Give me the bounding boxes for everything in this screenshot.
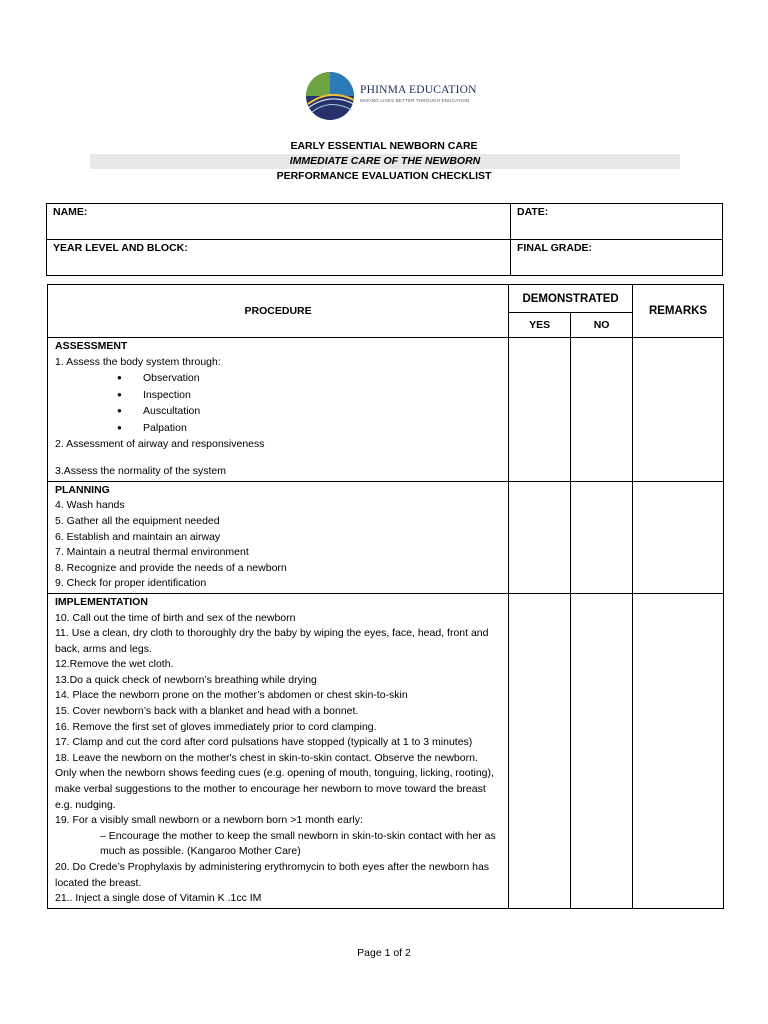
list-item: 4. Wash hands [55,499,125,512]
list-item: 11. Use a clean, dry cloth to thoroughly dry the baby by wiping the eyes, face, head, front and back, arms and legs. [55,627,489,655]
no-cell[interactable] [571,338,633,482]
list-item: 2. Assessment of airway and responsiveness [55,437,265,450]
checklist-table [47,284,724,909]
logo-globe-icon [304,70,356,122]
list-item: 19. For a visibly small newborn or a newborn born >1 month early: [55,814,363,827]
document-subtitle: IMMEDIATE CARE OF THE NEWBORN [90,154,680,169]
list-item: ● Observation [55,370,502,387]
remarks-cell[interactable] [633,338,724,482]
yes-cell[interactable] [509,593,571,908]
list-item: 14. Place the newborn prone on the mother’s abdomen or chest skin-to-skin [55,689,408,702]
remarks-cell[interactable] [633,593,724,908]
demonstrated-header: DEMONSTRATED [509,285,633,313]
name-field[interactable]: NAME: [47,204,511,240]
document-title: EARLY ESSENTIAL NEWBORN CARE [290,140,478,152]
assessment-row [48,338,724,482]
list-item: 16. Remove the first set of gloves immediately prior to cord clamping. [55,720,377,733]
page-number: Page 1 of 2 [357,947,411,959]
list-item: 8. Recognize and provide the needs of a newborn [55,561,287,574]
list-subitem: – Encourage the mother to keep the small newborn in skin-to-skin contact with her as much as possible. (Kangaroo Mother Care) [100,829,496,858]
logo-tagline: MAKING LIVES BETTER THROUGH EDUCATION [360,98,470,103]
list-item: 6. Establish and maintain an airway [55,530,221,543]
list-item: 9. Check for proper identification [55,577,207,590]
section-title: IMPLEMENTATION [55,595,148,608]
list-item: ● Auscultation [55,403,502,420]
list-item: 17. Clamp and cut the cord after cord pulsations have stopped (typically at 1 to 3 minutes) [55,736,473,749]
implementation-row [48,593,724,908]
remarks-header: REMARKS [633,285,724,338]
list-item: 15. Cover newborn’s back with a blanket and head with a bonnet. [55,705,359,718]
no-cell[interactable] [571,481,633,593]
list-item: 10. Call out the time of birth and sex of the newborn [55,611,296,624]
list-item: 21.. Inject a single dose of Vitamin K .1cc IM [55,892,262,905]
yes-header: YES [509,313,571,338]
logo-name: PHINMA EDUCATION [360,84,477,96]
implementation-section [48,593,509,908]
no-header: NO [571,313,633,338]
list-item: 13.Do a quick check of newborn’s breathing while drying [55,673,317,686]
date-field[interactable]: DATE: [511,204,723,240]
no-cell[interactable] [571,593,633,908]
document-type: PERFORMANCE EVALUATION CHECKLIST [276,170,492,182]
list-item: 18. Leave the newborn on the mother's chest in skin-to-skin contact. Observe the newborn. Only when the newborn shows feeding cues (e.g. opening of mouth, tonguing, licking, rooting), make verbal suggestions to the mother to encourage her newborn to move toward the breast e.g. nudging. [55,751,494,811]
list-item: 1. Assess the body system through: [55,355,221,368]
student-info-table [46,203,723,276]
remarks-cell[interactable] [633,481,724,593]
section-title: ASSESSMENT [55,340,128,352]
final-grade-field[interactable]: FINAL GRADE: [511,240,723,276]
list-item: 3.Assess the normality of the system [55,465,226,478]
list-item: ● Inspection [55,387,502,404]
planning-row [48,481,724,593]
list-item: 5. Gather all the equipment needed [55,514,220,527]
list-item: 7. Maintain a neutral thermal environment [55,546,249,559]
list-item: ● Palpation [55,420,502,437]
year-level-field[interactable]: YEAR LEVEL AND BLOCK: [47,240,511,276]
list-item: 12.Remove the wet cloth. [55,658,174,671]
document-titles [0,139,768,184]
section-title: PLANNING [55,483,110,496]
yes-cell[interactable] [509,481,571,593]
planning-section [48,481,509,593]
list-item: 20. Do Crede’s Prophylaxis by administering erythromycin to both eyes after the newborn has located the breast. [55,861,490,889]
assessment-section [48,338,509,482]
procedure-header: PROCEDURE [48,285,509,338]
yes-cell[interactable] [509,338,571,482]
phinma-logo [304,70,484,122]
